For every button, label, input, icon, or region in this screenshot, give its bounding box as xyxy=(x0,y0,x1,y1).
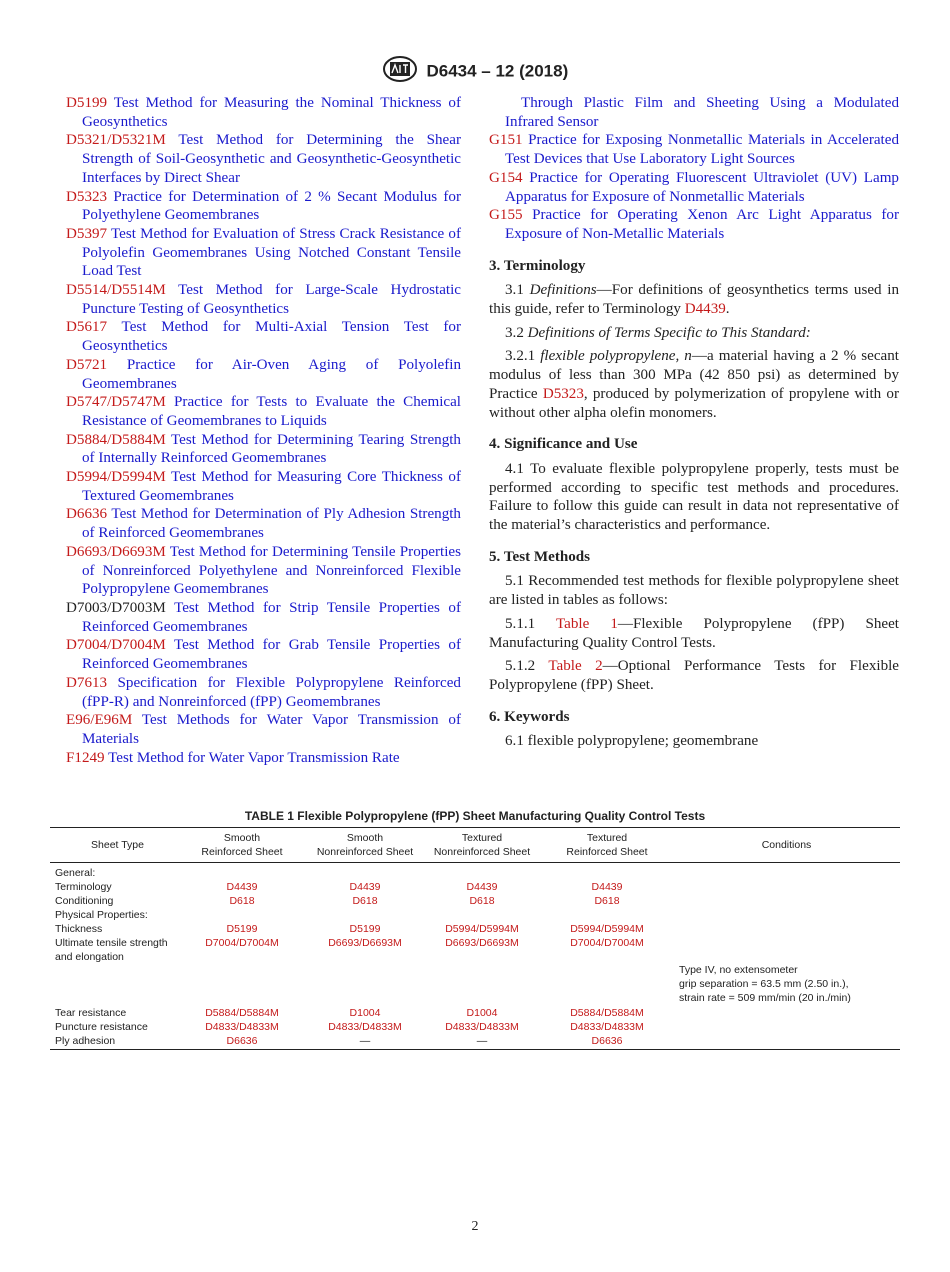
reference-code-link[interactable]: D6693/D6693M xyxy=(66,543,166,560)
reference-title: Test Method for Strip Tensile Properties of Reinforced Geomembranes xyxy=(82,599,461,635)
reference-item xyxy=(66,131,461,187)
header-smooth-nonreinforced xyxy=(309,831,421,859)
page-number: 2 xyxy=(471,1219,479,1234)
condition-line: grip separation = 63.5 mm (2.50 in.), xyxy=(679,978,849,990)
condition-line: strain rate = 509 mm/min (20 in./min) xyxy=(679,992,851,1004)
reference-title: Test Method for Water Vapor Transmission Rate xyxy=(108,749,400,766)
paragraph-4-1: 4.1 To evaluate flexible polypropylene properly, tests must be performed according to specific test methods and procedures. Failure to follow this guide can result in data not representative of the material’s characteristics and performance. xyxy=(489,460,899,534)
table-cell[interactable]: D7004/D7004M xyxy=(570,937,644,949)
reference-item xyxy=(489,94,899,131)
reference-item xyxy=(66,599,461,636)
reference-code-link[interactable]: D5199 xyxy=(66,95,108,111)
table-cell[interactable]: D6693/D6693M xyxy=(328,937,402,949)
section-heading-terminology: 3. Terminology xyxy=(489,257,586,274)
para-number: 3.1 xyxy=(505,282,524,299)
reference-item xyxy=(489,169,899,206)
reference-title: Test Method for Large-Scale Hydrostatic Puncture Testing of Geosynthetics xyxy=(82,282,461,317)
reference-item xyxy=(66,468,461,505)
condition-line: Type IV, no extensometer xyxy=(679,964,798,976)
table-row xyxy=(50,1034,900,1048)
header-line: Textured xyxy=(586,832,628,844)
reference-title: Through Plastic Film and Sheeting Using a Modulated Infrared Sensor xyxy=(505,95,899,130)
table-cell[interactable]: D4833/D4833M xyxy=(445,1021,519,1033)
reference-item xyxy=(66,94,461,131)
table-cell[interactable]: D4833/D4833M xyxy=(570,1021,644,1033)
header-line: Textured xyxy=(461,832,503,844)
definition-term: Definitions of Terms Specific to This Standard: xyxy=(527,324,811,341)
link-d4439[interactable]: D4439 xyxy=(684,301,726,318)
table-cell[interactable]: D1004 xyxy=(466,1007,498,1019)
header-line: Smooth xyxy=(223,832,261,844)
link-table-2[interactable]: Table 2 xyxy=(548,658,603,675)
table-cell[interactable]: D5884/D5884M xyxy=(205,1007,279,1019)
para-text: , produced by polymerization of propylene with or without other alpha olefin monomers. xyxy=(489,385,899,421)
table-cell[interactable]: D6636 xyxy=(226,1035,258,1047)
header-line: Smooth xyxy=(346,832,384,844)
right-column xyxy=(489,94,899,756)
reference-item xyxy=(66,281,461,318)
para-text: —a material having a 2 % secant modulus of less than 300 MPa (42 850 psi) as determined by Practice xyxy=(489,348,899,402)
table-cell[interactable]: D5994/D5994M xyxy=(570,923,644,935)
reference-code-link[interactable]: G154 xyxy=(489,169,523,186)
reference-item xyxy=(489,131,899,168)
table-cell[interactable]: D4833/D4833M xyxy=(328,1021,402,1033)
reference-item xyxy=(66,505,461,542)
table-cell[interactable]: D6693/D6693M xyxy=(445,937,519,949)
reference-code-link[interactable]: D5514/D5514M xyxy=(66,282,166,299)
reference-item xyxy=(66,188,461,225)
table-cell[interactable]: D618 xyxy=(352,895,378,907)
reference-code-link[interactable]: D5994/D5994M xyxy=(66,469,166,486)
row-label: Tear resistance xyxy=(55,1007,127,1019)
reference-item xyxy=(489,206,899,243)
table-cell[interactable]: D618 xyxy=(469,895,495,907)
table-1 xyxy=(50,827,900,1050)
table-row xyxy=(50,922,900,936)
reference-code-link[interactable]: D5617 xyxy=(66,319,108,336)
table-cell[interactable]: D4439 xyxy=(226,881,258,893)
page-header xyxy=(0,56,950,87)
reference-code-link[interactable]: D7613 xyxy=(66,674,108,691)
table-cell[interactable]: D5994/D5994M xyxy=(445,923,519,935)
reference-code-link[interactable]: G155 xyxy=(489,207,523,224)
reference-title: Practice for Determination of 2 % Secant Modulus for Polyethylene Geomembranes xyxy=(82,188,461,224)
reference-title: Test Method for Multi-Axial Tension Test for Geosynthetics xyxy=(82,319,461,355)
table-cell[interactable]: D618 xyxy=(229,895,255,907)
reference-code-link[interactable]: D5747/D5747M xyxy=(66,394,166,411)
para-number: 5.1.2 xyxy=(505,658,536,675)
paragraph-5-1-2 xyxy=(489,657,899,694)
para-number: 3.2.1 xyxy=(505,348,536,365)
row-label: General: xyxy=(55,867,96,879)
row-label: Physical Properties: xyxy=(55,909,148,921)
definition-term: Definitions xyxy=(529,282,597,299)
left-column xyxy=(66,94,461,767)
table-cell: — xyxy=(359,1035,371,1047)
referenced-documents-continued xyxy=(489,94,899,244)
paragraph-5-1: 5.1 Recommended test methods for flexible polypropylene sheet are listed in tables as follows: xyxy=(489,573,899,609)
reference-item xyxy=(66,318,461,355)
section-heading-significance: 4. Significance and Use xyxy=(489,436,638,453)
definition-term: flexible polypropylene, n xyxy=(540,348,692,365)
reference-title: Test Method for Measuring the Nominal Thickness of Geosynthetics xyxy=(82,95,461,130)
row-label: Puncture resistance xyxy=(55,1021,148,1033)
table-cell: — xyxy=(476,1035,488,1047)
section-heading-test-methods: 5. Test Methods xyxy=(489,548,591,565)
reference-code-link[interactable]: D7004/D7004M xyxy=(66,637,166,654)
row-label: Conditioning xyxy=(55,895,114,907)
reference-item xyxy=(66,636,461,673)
reference-code-link[interactable]: D5884/D5884M xyxy=(66,431,166,448)
table-body xyxy=(50,863,900,1050)
reference-code-link[interactable]: D6636 xyxy=(66,506,108,523)
reference-code-link[interactable]: E96/E96M xyxy=(66,712,133,729)
header-textured-nonreinforced xyxy=(426,831,538,859)
reference-title: Test Method for Grab Tensile Properties of Reinforced Geomembranes xyxy=(82,637,461,673)
table-cell[interactable]: D5199 xyxy=(349,923,381,935)
reference-title: Specification for Flexible Polypropylene Reinforced (fPP-R) and Nonreinforced (fPP) Geomembranes xyxy=(82,674,461,710)
reference-title: Test Method for Determining Tearing Strength of Internally Reinforced Geomembranes xyxy=(82,431,461,467)
table-cell[interactable]: D4439 xyxy=(349,881,381,893)
reference-code-link[interactable]: F1249 xyxy=(66,749,105,766)
reference-title: Practice for Operating Fluorescent Ultraviolet (UV) Lamp Apparatus for Exposure of Nonmetallic Materials xyxy=(505,169,899,205)
table-cell[interactable]: D4439 xyxy=(591,881,623,893)
reference-title: Practice for Tests to Evaluate the Chemical Resistance of Geomembranes to Liquids xyxy=(82,394,461,429)
reference-item xyxy=(66,431,461,468)
table-cell[interactable]: D618 xyxy=(594,895,620,907)
reference-title: Test Method for Evaluation of Stress Crack Resistance of Polyolefin Geomembranes Using Notched Constant Tensile Load Test xyxy=(82,225,461,280)
reference-code-link[interactable]: D7003/D7003M xyxy=(66,599,166,616)
table-row xyxy=(50,866,900,880)
reference-code-link[interactable]: D5397 xyxy=(66,225,108,242)
reference-title: Practice for Operating Xenon Arc Light Apparatus for Exposure of Non-Metallic Materials xyxy=(505,207,899,242)
table-row xyxy=(50,1020,900,1034)
paragraph-3-1: 3.1 Definitions—For definitions of geosynthetics terms used in this guide, refer to Terminology D4439. xyxy=(489,282,899,318)
table-cell[interactable]: D4439 xyxy=(466,881,498,893)
table-cell[interactable]: D4833/D4833M xyxy=(205,1021,279,1033)
table-row xyxy=(50,908,900,922)
header-line: Reinforced Sheet xyxy=(201,846,283,858)
reference-code-link[interactable]: D5323 xyxy=(66,188,108,205)
para-number: 5.1.1 xyxy=(505,615,536,632)
row-label: Terminology xyxy=(55,881,112,893)
table-cell[interactable]: D5199 xyxy=(226,923,258,935)
header-smooth-reinforced xyxy=(192,831,292,859)
reference-title: Test Methods for Water Vapor Transmission of Materials xyxy=(82,712,461,747)
row-label: and elongation xyxy=(55,951,124,963)
row-label: Thickness xyxy=(55,923,103,935)
reference-title: Test Method for Determining the Shear Strength of Soil-Geosynthetic and Geosynthetic-Geosynthetic Interfaces by Direct Shear xyxy=(82,132,461,186)
reference-title: Practice for Air-Oven Aging of Polyolefin Geomembranes xyxy=(82,356,462,392)
table-header xyxy=(50,827,900,863)
reference-item xyxy=(66,711,461,748)
para-text: —For definitions of geosynthetics terms used in this guide, refer to Terminology xyxy=(489,282,899,318)
astm-logo-icon xyxy=(382,56,418,87)
table-caption: TABLE 1 Flexible Polypropylene (fPP) Sheet Manufacturing Quality Control Tests xyxy=(244,809,706,823)
reference-item xyxy=(66,749,461,768)
paragraph-3-2-1 xyxy=(489,347,899,422)
para-text: —Flexible Polypropylene (fPP) Sheet Manufacturing Quality Control Tests. xyxy=(489,615,899,651)
table-cell[interactable]: D7004/D7004M xyxy=(205,937,279,949)
reference-code-link[interactable]: D5721 xyxy=(66,356,108,373)
table-row xyxy=(50,950,900,964)
reference-item xyxy=(66,356,461,393)
reference-code-link[interactable]: D5321/D5321M xyxy=(66,132,166,149)
header-line: Reinforced Sheet xyxy=(566,846,648,858)
table-cell[interactable]: D6636 xyxy=(591,1035,623,1047)
reference-title: Test Method for Measuring Core Thickness of Textured Geomembranes xyxy=(82,469,461,504)
table-cell[interactable]: D5884/D5884M xyxy=(570,1007,644,1019)
header-sheet-type: Sheet Type xyxy=(91,839,144,851)
row-label: Ultimate tensile strength xyxy=(55,937,168,949)
table-row xyxy=(50,1006,900,1020)
header-textured-reinforced xyxy=(557,831,657,859)
link-table-1[interactable]: Table 1 xyxy=(555,615,618,632)
reference-title: Test Method for Determination of Ply Adhesion Strength of Reinforced Geomembranes xyxy=(82,506,461,542)
reference-item xyxy=(66,543,461,599)
reference-code-link[interactable]: G151 xyxy=(489,132,523,149)
section-heading-keywords: 6. Keywords xyxy=(489,708,570,725)
header-conditions: Conditions xyxy=(761,839,812,851)
header-line: Nonreinforced Sheet xyxy=(433,846,531,858)
reference-item xyxy=(66,674,461,711)
header-line: Nonreinforced Sheet xyxy=(316,846,414,858)
conditions-cell xyxy=(679,963,894,1005)
reference-title: Practice for Exposing Nonmetallic Materials in Accelerated Test Devices that Use Laboratory Light Sources xyxy=(505,132,900,168)
reference-item xyxy=(66,393,461,430)
designation: D6434 – 12 (2018) xyxy=(426,61,569,81)
table-row xyxy=(50,936,900,950)
para-number: 3.2 xyxy=(505,324,524,341)
reference-title: Test Method for Determining Tensile Properties of Nonreinforced Polyethylene and Nonreinforced Flexible Polypropylene Geomembranes xyxy=(82,543,461,598)
paragraph-5-1-1 xyxy=(489,615,899,652)
paragraph-3-2 xyxy=(489,324,899,343)
table-cell[interactable]: D1004 xyxy=(349,1007,381,1019)
link-d5323[interactable]: D5323 xyxy=(542,385,584,402)
table-row xyxy=(50,894,900,908)
paragraph-6-1: 6.1 flexible polypropylene; geomembrane xyxy=(505,733,759,750)
row-label: Ply adhesion xyxy=(55,1035,116,1047)
para-text: —Optional Performance Tests for Flexible Polypropylene (fPP) Sheet. xyxy=(489,658,900,693)
table-row xyxy=(50,880,900,894)
reference-item xyxy=(66,225,461,281)
